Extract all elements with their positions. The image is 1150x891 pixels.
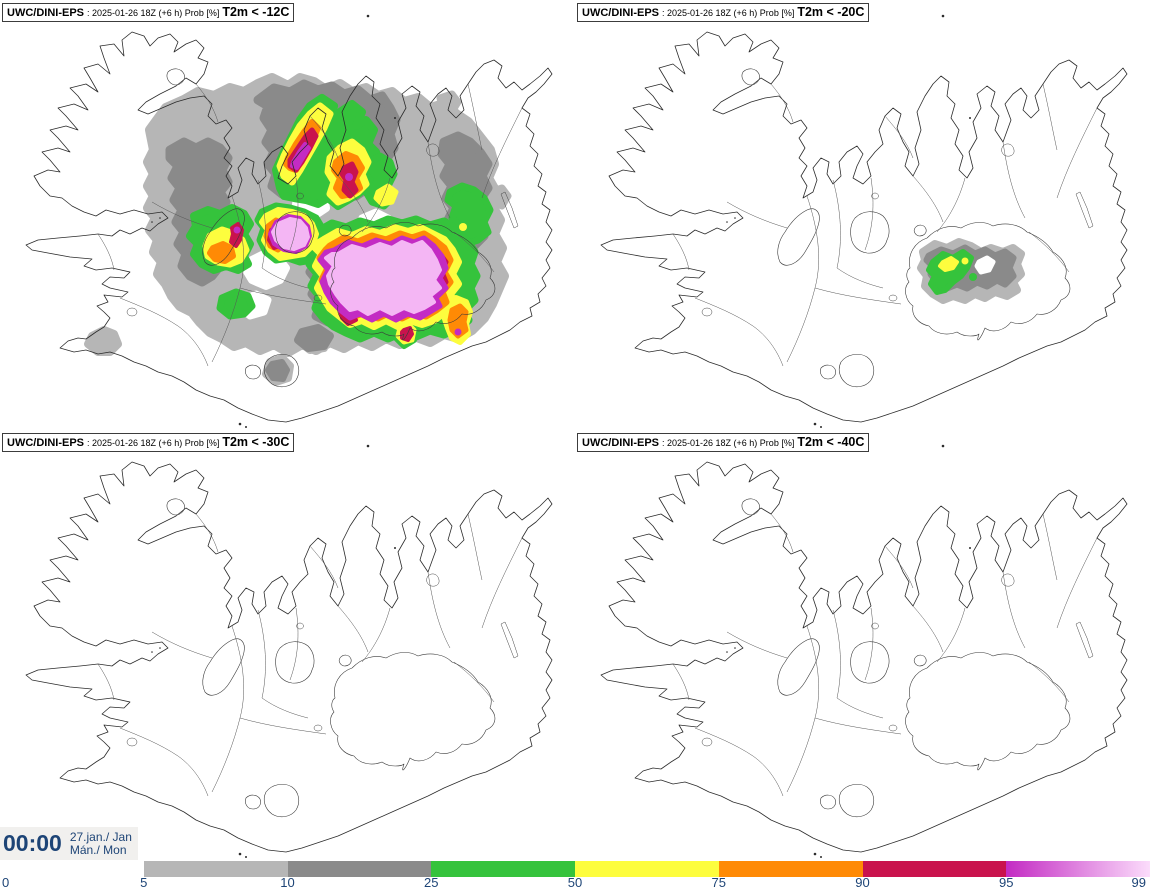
probability-overlay-minus20 bbox=[921, 242, 1021, 300]
colorbar-tick-label: 0 bbox=[2, 875, 10, 890]
colorbar-tick-label: 90 bbox=[855, 875, 870, 890]
threshold-label: T2m < -12C bbox=[222, 5, 290, 19]
colorbar-tick-label: 75 bbox=[711, 875, 726, 890]
model-name: UWC/DINI-EPS bbox=[7, 7, 84, 19]
iceland-map-minus12 bbox=[0, 0, 575, 430]
map-panel-t2m-minus40 bbox=[575, 430, 1150, 860]
map-panel-t2m-minus12 bbox=[0, 0, 575, 430]
panel-title bbox=[2, 433, 294, 452]
colorbar-tick-label: 99 bbox=[1131, 875, 1146, 890]
valid-time: 00:00 bbox=[3, 830, 62, 856]
iceland-map-minus30 bbox=[0, 430, 575, 860]
valid-date-line2: Mán./ Mon bbox=[69, 842, 127, 857]
threshold-label: T2m < -20C bbox=[797, 5, 865, 19]
colorbar-tick-label: 25 bbox=[424, 875, 439, 890]
run-info: : 2025-01-26 18Z (+6 h) Prob [%] bbox=[662, 438, 795, 448]
model-name: UWC/DINI-EPS bbox=[582, 7, 659, 19]
panel-title bbox=[2, 3, 294, 22]
run-info: : 2025-01-26 18Z (+6 h) Prob [%] bbox=[87, 8, 220, 18]
map-panel-t2m-minus30 bbox=[0, 430, 575, 860]
panel-title bbox=[577, 433, 869, 452]
model-name: UWC/DINI-EPS bbox=[7, 437, 84, 449]
colorbar-tick-label: 95 bbox=[999, 875, 1014, 890]
run-info: : 2025-01-26 18Z (+6 h) Prob [%] bbox=[662, 8, 795, 18]
iceland-map-minus40 bbox=[575, 430, 1150, 860]
colorbar-ticks bbox=[0, 875, 1150, 891]
valid-date-line1: 27.jan./ Jan bbox=[69, 829, 132, 844]
threshold-label: T2m < -30C bbox=[222, 435, 290, 449]
run-info: : 2025-01-26 18Z (+6 h) Prob [%] bbox=[87, 438, 220, 448]
panel-title bbox=[577, 3, 869, 22]
valid-time-box bbox=[0, 827, 138, 860]
colorbar-tick-label: 5 bbox=[140, 875, 148, 890]
iceland-map-minus20 bbox=[575, 0, 1150, 430]
colorbar-tick-label: 50 bbox=[567, 875, 583, 890]
threshold-label: T2m < -40C bbox=[797, 435, 865, 449]
model-name: UWC/DINI-EPS bbox=[582, 437, 659, 449]
valid-date bbox=[70, 831, 132, 857]
colorbar-tick-label: 10 bbox=[280, 875, 295, 890]
map-panel-t2m-minus20 bbox=[575, 0, 1150, 430]
